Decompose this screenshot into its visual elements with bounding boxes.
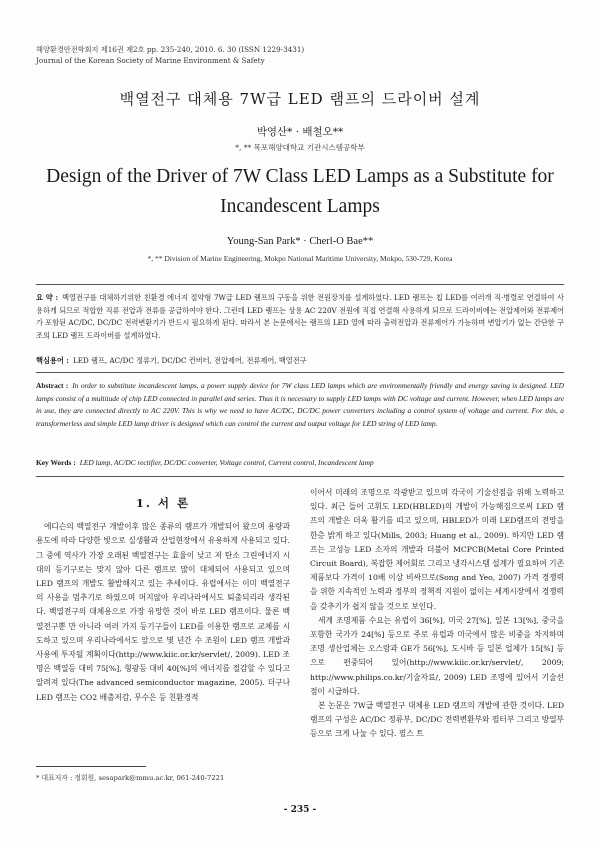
divider-middle	[36, 372, 564, 373]
journal-name: Journal of the Korean Society of Marine Environment & Safety	[36, 56, 265, 65]
korean-title: 백열전구 대체용 7W급 LED 램프의 드라이버 설계	[119, 90, 481, 108]
korean-keywords	[36, 356, 564, 366]
journal-header	[36, 44, 304, 66]
korean-abstract-text: 백열전구를 대체하기위한 친환경 에너지 절약형 7W급 LED 램프의 구동을 위한 전원장치를 설계하였다. LED 램프는 칩 LED를 여러개 직·병렬로 연결하여 사용하게 되므로 적합한 직류 전압과 전류를 공급하여야 한다. 그런데 LED 램프는 상용 AC 220V 전원에 직접 연결해 사용하게 되므로 드라이버에는 전압제어와 전류제어가 포함된 AC/DC, DC/DC 전력변환기가 반드시 필요하게 된다. 따라서 본 논문에서는 램프의 LED 열에 따라 출력전압과 전류제어가 가능하며 변압기가 없는 간단한 구조의 LED 램프 드라이버를 설계하였다.	[36, 293, 565, 340]
korean-keywords-text: LED 램프, AC/DC 정류기, DC/DC 컨버터, 전압제어, 전류제어, 백열전구	[72, 356, 307, 365]
korean-keywords-label: 핵심용어 :	[36, 356, 69, 365]
english-abstract-text: In order to substitute incandescent lamps, a power supply device for 7W class LED lamps which are environmentally friendly and energy saving is designed. LED lamps consist of a multitude of chip LED connected in parallel and series. Thus it is necessary to supply LED lamps with DC voltage and current. However, when LED lamps are in use, they are connected directly to AC 220V. This is why we need to have AC/DC, DC/DC power converters including a control system of voltage and current. For this, a transformerless and simple LED lamp driver is designed which can control the current and output voltage for LED string of LED lamp.	[36, 381, 565, 428]
english-abstract	[36, 380, 564, 430]
intro-paragraph-left: 에디슨의 백열전구 개발이후 많은 종류의 램프가 개발되어 왔으며 용량과 용도에 따라 다양한 빛으로 실생활과 산업현장에서 유용하게 사용되고 있다. 그 중에 역사가 가장 오래된 백열전구는 효율이 낮고 저 탄소 그린에너지 시대의 등기구로는 맞지 않아 다른 램프로 많이 대체되어 사용되고 있으며 LED 램프의 개발도 활발해지고 있는 추세이다. 유럽에서는 이미 백열전구의 사용을 멈추기로 하였으며 머지않아 우리나라에서도 퇴출되리라 생각된다. 백열전구의 대체용으로 가장 유망한 것이 바로 LED 램프이다. 물론 백열전구뿐 만 아니라 여러 가지 등기구들이 LED를 이용한 램프로 교체를 시도하고 있으며 우리나라에서도 앞으로 몇 년간 수 조원이 LED 램프 개발과 사용에 투자될 계획이다(http://www.kiic.or.kr/servlet/, 2009). LED 조명은 백열등 대비 75[%], 형광등 대비 40[%]의 에너지를 절감할 수 있다고 알려져 있다(The advanced semiconductor magazine, 2005). 더구나 LED 램프는 CO2 배출저감, 무수은 등 친환경적	[36, 522, 290, 702]
english-keywords-text: LED lamp, AC/DC rectifier, DC/DC converter, Voltage control, Current control, Incandescent lamp	[79, 458, 374, 467]
english-keywords	[36, 458, 564, 467]
intro-paragraph-right-1: 이어서 미래의 조명으로 각광받고 있으며 각국이 기술선점을 위해 노력하고 있다. 최근 들어 고휘도 LED(HBLED)의 개발이 가능해짐으로써 LED 램프의 개발은 더욱 활기를 띠고 있으며, HBLED가 미래 LED램프의 전망을 한층 밝게 하고 있다(Mills, 2003; Huang et al., 2009). 하지만 LED 램프는 고성능 LED 소자의 개발과 더불어 MCPCB(Metal Core Printed Circuit Board), 복잡한 제어회로 그리고 냉각시스템 설계가 필요하여 기존 제품보다 가격이 10배 이상 비싸므로(Song and Yeo, 2007) 가격 경쟁력을 위한 지속적인 노력과 정부의 정책적 지원이 없이는 세계시장에서 경쟁력을 갖추기가 쉽지 않을 것으로 보인다.	[310, 488, 564, 611]
intro-paragraph-right-2: 세계 조명제품 수요는 유럽이 36[%], 미국 27[%], 일본 13[%], 중국을 포함한 국가가 24[%] 등으로 주로 유럽과 미국에서 많은 비중을 차지하며 조명 생산업체는 오스람과 GE가 56[%], 도시바 등 일본 업체가 15[%] 등으로 편중되어 있어(http://www.kiic.or.kr/servlet/, 2009; http://www.philips.co.kr/기술자료/, 2009) LED 조명에 있어서 기술선점이 시급하다.	[310, 615, 564, 696]
english-abstract-label: Abstract :	[36, 381, 69, 390]
korean-authors: 박영산* · 배철오**	[256, 126, 344, 138]
korean-affiliation: *, ** 목포해양대학교 기관시스템공학부	[235, 143, 365, 152]
page-number: - 235 -	[283, 805, 317, 815]
divider-top	[36, 284, 564, 285]
section-heading: 1. 서 론	[135, 496, 191, 510]
english-keywords-label: Key Words :	[36, 458, 76, 467]
english-authors: Young-San Park* · Cherl-O Bae**	[226, 236, 374, 247]
footnote: * 대표저자 : 정회원, sesapark@mmu.ac.kr, 061-240-7221	[36, 774, 225, 782]
korean-abstract-label: 요 약 :	[36, 293, 59, 302]
english-affiliation: *, ** Division of Marine Engineering, Mokpo National Maritime University, Mokpo, 530-729, Korea	[147, 254, 453, 263]
right-column	[310, 486, 564, 742]
left-column	[36, 486, 290, 705]
footnote-rule	[36, 766, 146, 767]
english-title: Design of the Driver of 7W Class LED Lamps as a Substitute for Incandescent Lamps	[46, 166, 554, 217]
korean-abstract	[36, 292, 564, 342]
intro-paragraph-right-3: 본 논문은 7W급 백열전구 대체용 LED 램프의 개발에 관한 것이다. LED 램프의 구성은 AC/DC 정류부, DC/DC 전력변환부와 필터부 그리고 방열부 등으로 크게 나눌 수 있다. 필스 트	[310, 701, 564, 739]
journal-citation: 해양환경안전학회지 제16권 제2호 pp. 235-240, 2010. 6. 30 (ISSN 1229-3431)	[36, 45, 305, 54]
divider-bottom	[36, 476, 564, 477]
